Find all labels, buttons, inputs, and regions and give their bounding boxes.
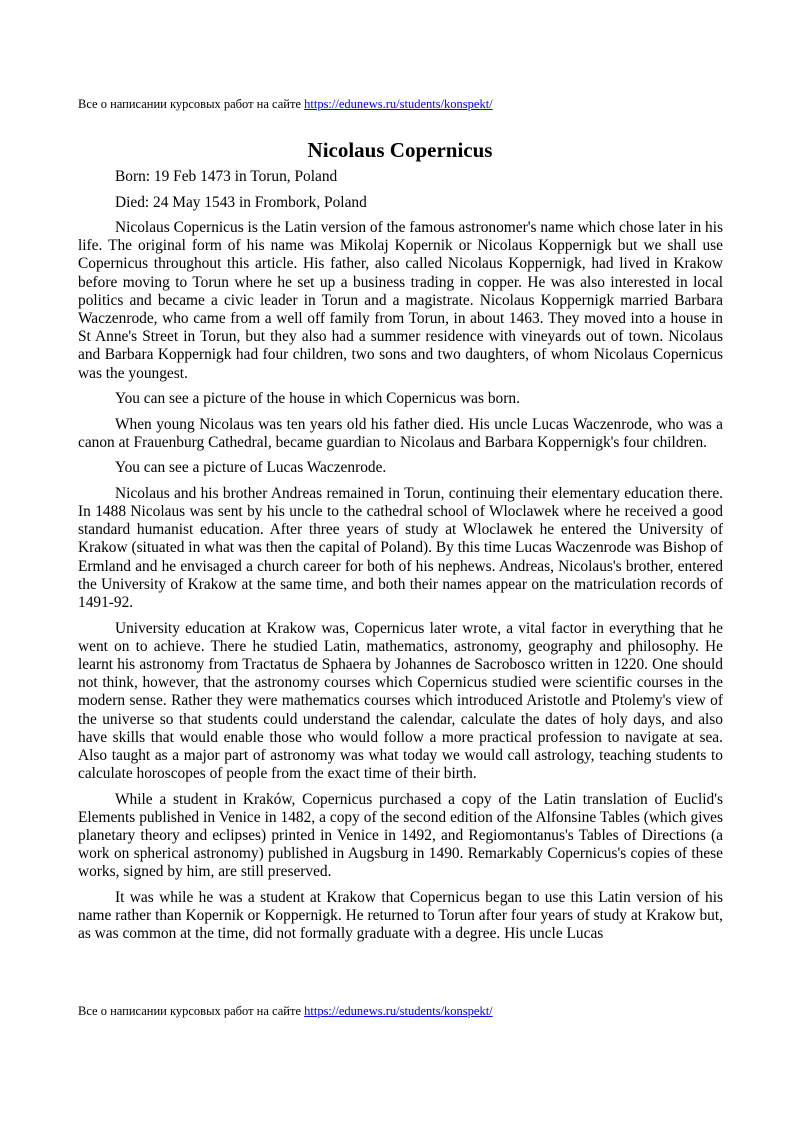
paragraph-latin-name: It was while he was a student at Krakow that Copernicus began to use this Latin version of his name rather than Kopernik or Koppernigk. He returned to Torun after four years of study at Krakow but, as was common at the time, did not formally graduate with a degree. His uncle Lucas: [78, 888, 723, 943]
paragraph-family: Nicolaus Copernicus is the Latin version of the famous astronomer's name which chose later in his life. The original form of his name was Mikolaj Kopernik or Nicolaus Koppernigk but we shall use Copernicus throughout this article. His father, also called Nicolaus Koppernigk, had lived in Krakow before moving to Torun where he set up a business trading in copper. He was also interested in local politics and became a civic leader in Torun and a magistrate. Nicolaus Koppernigk married Barbara Waczenrode, who came from a well off family from Torun, in about 1463. They moved into a house in St Anne's Street in Torun, but they also had a summer residence with vineyards out of town. Nicolaus and Barbara Koppernigk had four children, two sons and two daughters, of whom Nicolaus Copernicus was the youngest.: [78, 219, 723, 382]
footer-note-text: Все о написании курсовых работ на сайте: [78, 1004, 305, 1018]
paragraph-university: University education at Krakow was, Copernicus later wrote, a vital factor in everything that he went on to achieve. There he studied Latin, mathematics, astronomy, geography and philosophy. He learnt his astronomy from Tractatus de Sphaera by Johannes de Sacrobosco written in 1220. One should not think, however, that the astronomy courses which Copernicus studied were scientific courses in the modern sense. Rather they were mathematics courses which introduced Aristotle and Ptolemy's view of the universe so that students could understand the calendar, calculate the dates of holy days, and also have skills that would enable those who would follow a more practical profession to navigate at sea. Also taught as a major part of astronomy was what today we would call astrology, teaching students to calculate horoscopes of people from the exact time of their birth.: [78, 619, 723, 783]
died-line: Died: 24 May 1543 in Frombork, Poland: [115, 193, 367, 211]
header-note-text: Все о написании курсовых работ на сайте: [78, 97, 305, 111]
footer-link[interactable]: https://edunews.ru/students/konspekt/: [304, 1004, 493, 1018]
paragraph-father-death: When young Nicolaus was ten years old his father died. His uncle Lucas Waczenrode, who was a canon at Frauenburg Cathedral, became guardian to Nicolaus and Barbara Koppernigk's four children.: [78, 415, 723, 451]
header-link[interactable]: https://edunews.ru/students/konspekt/: [304, 97, 493, 111]
paragraph-uncle-picture: You can see a picture of Lucas Waczenrode.: [115, 459, 387, 477]
footer-note: [78, 1004, 493, 1018]
header-note: [78, 97, 493, 111]
paragraph-education: Nicolaus and his brother Andreas remained in Torun, continuing their elementary education there. In 1488 Nicolaus was sent by his uncle to the cathedral school of Wloclawek where he received a good standard humanist education. After three years of study at Wloclawek he entered the University of Krakow (situated in what was then the capital of Poland). By this time Lucas Waczenrode was Bishop of Ermland and he envisaged a church career for both of his nephews. Andreas, Nicolaus's brother, entered the University of Krakow at the same time, and both their names appear on the matriculation records of 1491-92.: [78, 484, 723, 612]
article-title: Nicolaus Copernicus: [307, 138, 493, 162]
born-line: Born: 19 Feb 1473 in Torun, Poland: [115, 168, 338, 185]
article-body: [78, 168, 723, 951]
paragraph-house-picture: You can see a picture of the house in which Copernicus was born.: [115, 390, 520, 408]
paragraph-books: While a student in Kraków, Copernicus purchased a copy of the Latin translation of Euclid's Elements published in Venice in 1482, a copy of the second edition of the Alfonsine Tables (which gives planetary theory and eclipses) printed in Venice in 1492, and Regiomontanus's Tables of Directions (a work on spherical astronomy) published in Augsburg in 1490. Remarkably Copernicus's copies of these works, signed by him, are still preserved.: [78, 790, 723, 881]
